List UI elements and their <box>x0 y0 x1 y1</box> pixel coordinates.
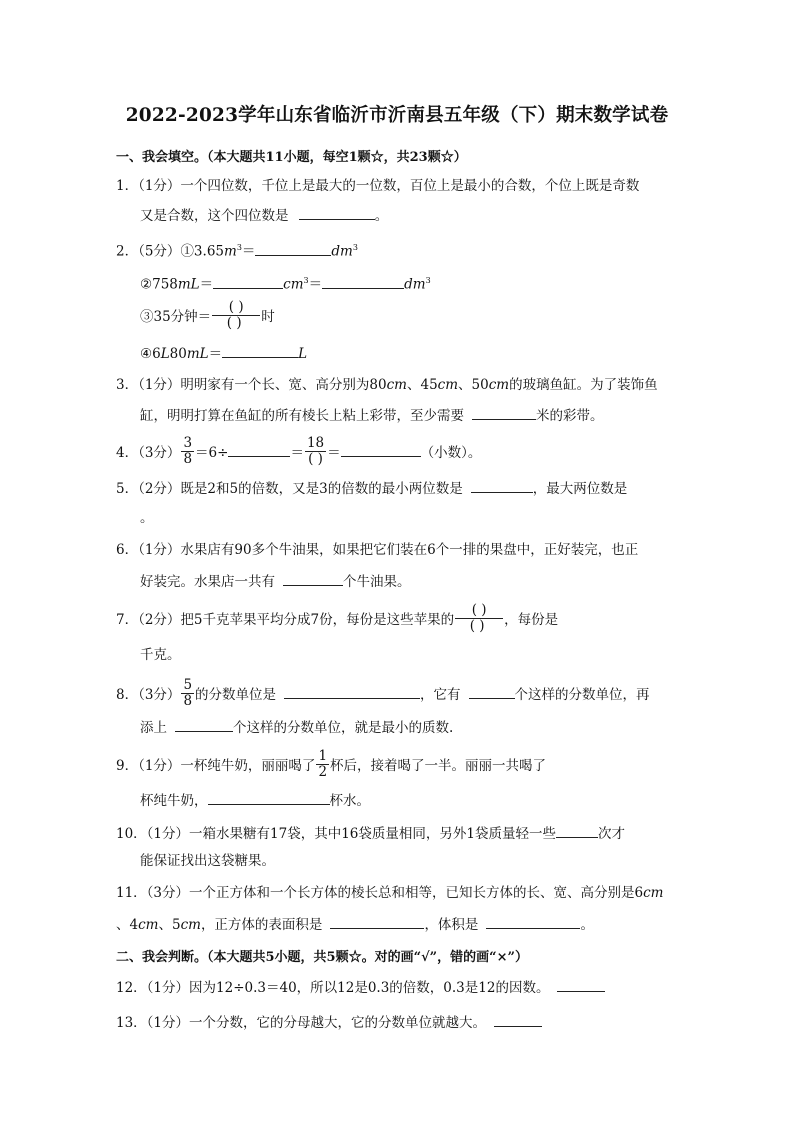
q4-text-1: ＝6÷ <box>195 445 229 461</box>
q8-text-5: 个这样的分数单位，就是最小的质数. <box>233 720 454 736</box>
q1-text: 又是合数，这个四位数是 <box>140 208 289 224</box>
q3-text-4: 的玻璃鱼缸。为了装饰鱼 <box>509 377 658 393</box>
q2-line-3 <box>140 299 275 333</box>
q7-line-1 <box>116 602 559 636</box>
q4-tail: （小数）。 <box>420 445 482 461</box>
q4-equals: ＝ <box>327 445 341 461</box>
q12-answer-blank[interactable] <box>557 977 605 992</box>
q5-blank-1[interactable] <box>471 478 533 493</box>
q3-unit-cm: cm <box>386 377 407 393</box>
q3-text-3: 、50 <box>458 377 489 393</box>
q9-text-2: 杯后，接着喝了一半。丽丽一共喝了 <box>330 758 547 774</box>
q7-text-1: 7．（2分）把5千克苹果平均分成7份，每份是这些苹果的 <box>116 612 455 628</box>
q7-line-2: 千克。 <box>140 647 181 663</box>
q2-unit-dm: dm <box>331 243 353 260</box>
q4-blank-2[interactable] <box>341 442 421 457</box>
q11-text-5: ，体积是 <box>424 917 479 933</box>
q11-line-1 <box>116 884 663 902</box>
q7-text-2: ，每份是 <box>504 612 559 628</box>
q2-equals: ＝ <box>199 276 214 293</box>
q2-equals: ＝ <box>208 346 223 362</box>
q8-text-1: 的分数单位是 <box>195 687 277 703</box>
q2-unit-ml: mL <box>186 346 209 362</box>
q12-text: 12．（1分）因为12÷0.3＝40，所以12是0.3的倍数，0.3是12的因数。 <box>116 980 550 996</box>
q7-fraction-blank[interactable]: $\frac{( )}{( )}$ <box>455 603 503 634</box>
q1-line-2 <box>140 205 388 225</box>
q8-fraction-5-8: $\frac{5}{8}$ <box>183 677 193 709</box>
q9-fraction-1-2: $\frac{1}{2}$ <box>318 748 328 780</box>
q10-text-2: 次才 <box>597 826 625 842</box>
q8-text-2: ，它有 <box>420 687 461 703</box>
q11-text-6: 。 <box>580 917 594 933</box>
page-title: 2022-2023学年山东省临沂市沂南县五年级（下）期末数学试卷 <box>125 105 669 126</box>
q1-line-1: 1．（1分）一个四位数，千位上是最大的一位数，百位上是最小的合数，个位上既是奇数 <box>116 178 640 194</box>
q5-line-1 <box>116 478 627 498</box>
q9-line-2 <box>140 790 370 810</box>
q2-part2-value: ②758 <box>140 276 178 293</box>
q2-number: 2．（5分） <box>116 243 181 260</box>
q11-blank-2[interactable] <box>486 914 580 929</box>
q6-line-1: 6．（1分）水果店有90多个牛油果，如果把它们装在6个一排的果盘中，正好装完，也正 <box>116 542 639 558</box>
q2-unit-l: L <box>160 346 170 362</box>
q5-line-2: 。 <box>140 510 154 526</box>
q2-blank-1[interactable] <box>255 241 331 256</box>
q10-text-1: 10．（1分）一箱水果糖有17袋，其中16袋质量相同，另外1袋质量轻一些 <box>116 826 556 842</box>
q4-line <box>116 435 482 469</box>
q2-part4-value: ④6 <box>140 346 161 362</box>
q3-unit-cm: cm <box>488 377 510 393</box>
q11-unit-cm: cm <box>643 885 664 901</box>
q11-text-4: ，正方体的表面积是 <box>200 917 323 933</box>
q11-blank-1[interactable] <box>330 914 424 929</box>
q3-text-5: 缸，明明打算在鱼缸的所有棱长上粘上彩带，至少需要 <box>140 408 464 424</box>
section-2-heading: 二、我会判断。（本大题共5小题，共5颗☆。对的画“√”，错的画“×”） <box>116 950 528 965</box>
q8-blank-2[interactable] <box>469 684 515 699</box>
q8-text-3: 个这样的分数单位，再 <box>514 687 650 703</box>
q2-unit-cm: cm <box>283 276 304 293</box>
q2-blank-3[interactable] <box>322 274 404 289</box>
q6-text-2: 个牛油果。 <box>343 574 411 590</box>
section-1-heading: 一、我会填空。（本大题共11小题，每空1颗☆，共23颗☆） <box>116 150 467 165</box>
q2-fraction-blank[interactable]: $\frac{( )}{( )}$ <box>212 300 260 331</box>
q4-equals: ＝ <box>290 445 304 461</box>
q3-line-1 <box>116 376 658 394</box>
q2-line-4 <box>140 343 307 363</box>
q9-text-3: 杯纯牛奶， <box>140 793 208 809</box>
q6-line-2 <box>140 571 411 591</box>
q2-part4-value-2: 80 <box>169 346 187 362</box>
q8-blank-1[interactable] <box>284 684 420 699</box>
q11-text-3: 、5 <box>158 917 181 933</box>
q5-text-1: 5．（2分）既是2和5的倍数，又是3的倍数的最小两位数是 <box>116 481 463 497</box>
q4-fraction-18[interactable]: $\frac{18}{( )}$ <box>306 435 325 467</box>
q11-line-2 <box>116 914 594 934</box>
q4-fraction-3-8: $\frac{3}{8}$ <box>183 435 193 467</box>
q8-line-2 <box>140 717 453 737</box>
q2-unit-ml: mL <box>177 276 200 293</box>
q2-unit-hour: 时 <box>261 309 275 325</box>
q13-line <box>116 1012 542 1032</box>
q3-unit-cm: cm <box>437 377 459 393</box>
q11-unit-cm: cm <box>180 917 201 933</box>
q8-line-1 <box>116 677 650 711</box>
q2-blank-2[interactable] <box>213 274 283 289</box>
q8-blank-3[interactable] <box>175 717 233 732</box>
q2-equals: ＝ <box>241 243 256 260</box>
q2-part3-text: ③35分钟＝ <box>140 309 212 325</box>
q5-text-2: ，最大两位数是 <box>532 481 628 497</box>
q13-text: 13．（1分）一个分数，它的分母越大，它的分数单位就越大。 <box>116 1015 487 1031</box>
q2-line-2: ②758mL＝ $cm^3= dm^3$ <box>140 272 431 294</box>
q10-line-2: 能保证找出这袋糖果。 <box>140 853 275 869</box>
q2-unit-dm: dm <box>404 276 426 293</box>
q3-text-1: 3．（1分）明明家有一个长、宽、高分别为80 <box>116 377 387 393</box>
q9-answer-blank[interactable] <box>208 790 330 805</box>
q13-answer-blank[interactable] <box>494 1012 542 1027</box>
q8-text-4: 添上 <box>140 720 167 736</box>
q9-text-4: 杯水。 <box>329 793 370 809</box>
q10-answer-blank[interactable] <box>556 823 598 838</box>
q4-blank-1[interactable] <box>228 442 290 457</box>
q6-text-1: 好装完。水果店一共有 <box>140 574 275 590</box>
q2-equals: ＝ <box>308 276 323 293</box>
q2-unit-l: L <box>298 346 308 362</box>
q12-line <box>116 977 605 997</box>
q9-text-1: 9．（1分）一杯纯牛奶，丽丽喝了 <box>116 758 316 774</box>
q3-answer-blank[interactable] <box>472 405 536 420</box>
q2-unit-m: m <box>224 243 237 260</box>
q2-line-1: 2．（5分）$①3.65m^3= dm^3$ <box>116 239 358 261</box>
q2-blank-4[interactable] <box>222 343 298 358</box>
q6-answer-blank[interactable] <box>283 571 343 586</box>
q3-text-6: 米的彩带。 <box>536 408 604 424</box>
q10-line-1 <box>116 823 625 843</box>
q4-number: 4．（3分） <box>116 445 181 461</box>
q3-line-2 <box>140 405 604 425</box>
q11-unit-cm: cm <box>138 917 159 933</box>
q8-number: 8．（3分） <box>116 687 181 703</box>
q3-text-2: 、45 <box>406 377 438 393</box>
q1-period: 。 <box>374 208 389 224</box>
q2-part1-value: ①3.65 <box>180 243 224 260</box>
q11-text-2: 、4 <box>116 917 139 933</box>
q1-answer-blank[interactable] <box>299 205 375 220</box>
q9-line-1 <box>116 748 547 782</box>
q11-text-1: 11．（3分）一个正方体和一个长方体的棱长总和相等，已知长方体的长、宽、高分别是6 <box>116 885 644 901</box>
